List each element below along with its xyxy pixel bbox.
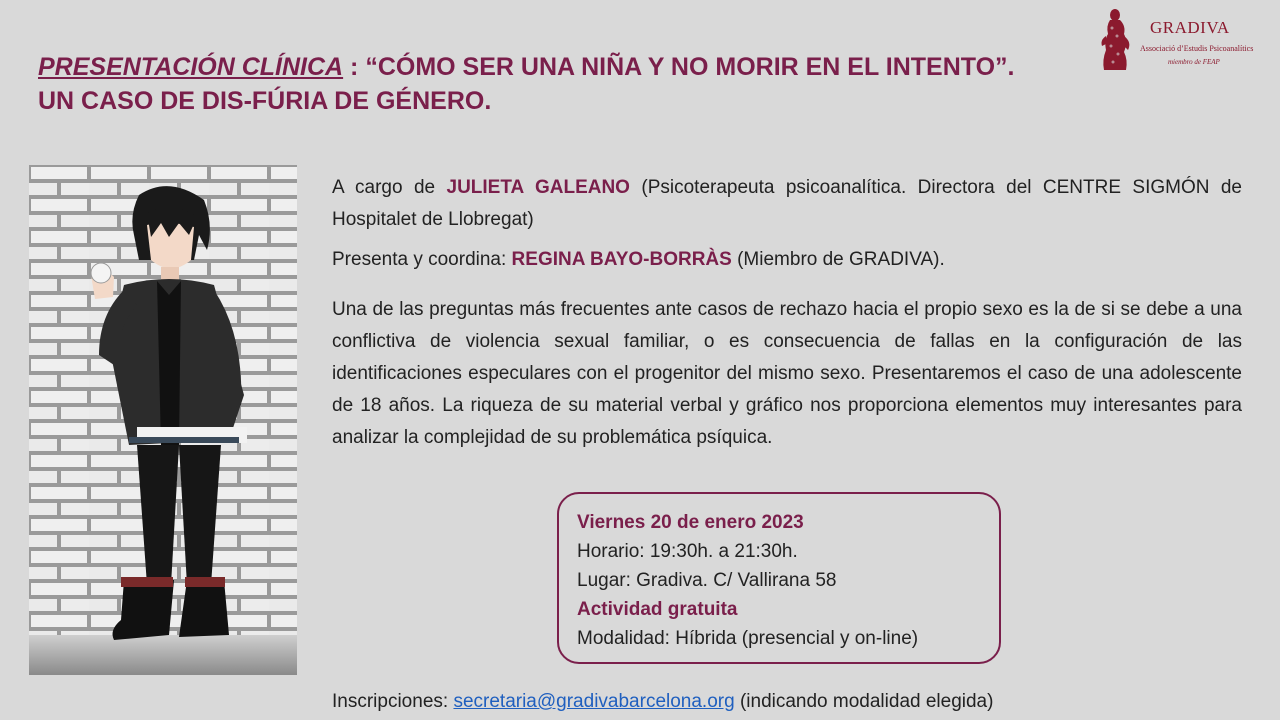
logo-name: GRADIVA <box>1150 18 1230 37</box>
brick-wall-illustration <box>29 165 297 675</box>
title-line-2: UN CASO DE DIS-FÚRIA DE GÉNERO. <box>38 87 492 115</box>
coordinator-prefix: Presenta y coordina: <box>332 249 512 270</box>
registration-label: Inscripciones: <box>332 691 454 712</box>
presenter-prefix: A cargo de <box>332 177 447 198</box>
title-prefix: PRESENTACIÓN CLÍNICA <box>38 53 344 81</box>
coordinator-details: (Miembro de GRADIVA). <box>731 249 945 270</box>
illustration-photo <box>29 165 297 675</box>
registration-email-link[interactable]: secretaria@gradivabarcelona.org <box>453 691 735 712</box>
page-title <box>38 50 1098 118</box>
statue-figure-icon <box>1098 6 1138 72</box>
logo-member: miembro de FEAP <box>1168 58 1220 66</box>
title-main: : “CÓMO SER UNA NIÑA Y NO MORIR EN EL INTENTO”. <box>343 53 1015 81</box>
registration-line <box>332 688 993 716</box>
title-line-1 <box>38 50 1098 84</box>
gradiva-logo <box>1098 6 1268 76</box>
presenter-name: JULIETA GALEANO <box>446 177 630 198</box>
registration-note: (indicando modalidad elegida) <box>734 691 994 712</box>
coordinator-paragraph <box>332 244 1242 276</box>
event-time: Horario: 19:30h. a 21:30h. <box>577 541 798 562</box>
description-section <box>332 172 1242 454</box>
presenter-details: (Psicoterapeuta psicoanalítica. Directora del CENTRE SIGMÓN de Hospitalet de Llobregat) <box>332 177 1242 230</box>
coordinator-name: REGINA BAYO-BORRÀS <box>511 249 732 270</box>
event-mode: Modalidad: Híbrida (presencial y on-line) <box>577 628 919 649</box>
event-date: Viernes 20 de enero 2023 <box>577 512 804 533</box>
event-free: Actividad gratuita <box>577 599 738 620</box>
logo-subtitle: Associació d’Estudis Psicoanalítics <box>1140 44 1254 53</box>
event-place: Lugar: Gradiva. C/ Vallirana 58 <box>577 570 837 591</box>
abstract-paragraph: Una de las preguntas más frecuentes ante casos de rechazo hacia el propio sexo es la de si se debe a una conflictiva de violencia sexual familiar, o es consecuencia de fallas en la configuración de las identificaciones especulares con el progenitor del mismo sexo. Presentaremos el caso de una adolescente de 18 años. La riqueza de su material verbal y gráfico nos proporciona elementos muy interesantes para analizar la complejidad de su problemática psíquica. <box>332 299 1242 448</box>
presenter-paragraph <box>332 172 1242 236</box>
event-details-box <box>557 492 1001 664</box>
